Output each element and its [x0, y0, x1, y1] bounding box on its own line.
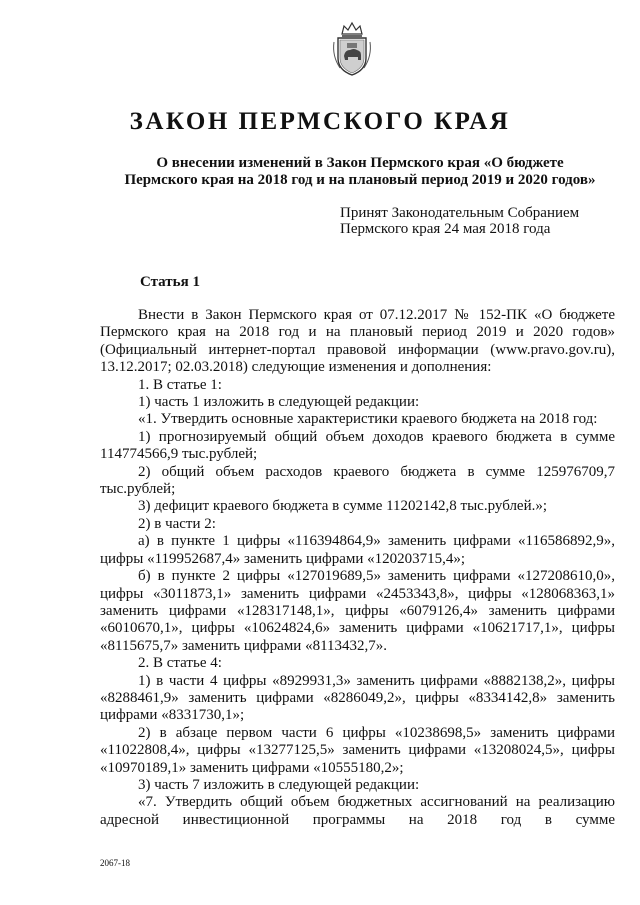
paragraph: «1. Утвердить основные характеристики краевого бюджета на 2018 год:	[138, 411, 598, 428]
adoption-line: Пермского края 24 мая 2018 года	[340, 221, 551, 237]
paragraph: 1) часть 1 изложить в следующей редакции:	[138, 394, 420, 411]
paragraph: 3) дефицит краевого бюджета в сумме 11202142,8 тыс.рублей.»;	[138, 498, 548, 515]
adoption-note	[340, 205, 579, 237]
paragraph: Внести в Закон Пермского края от 07.12.2017 № 152-ПК «О бюджете Пермского края на 2018 год и на плановый период 2019 и 2020 годов» (Официальный интернет-портал правовой информации (www.pravo.gov.ru), 13.12.2017; 02.03.2018) следующие изменения и дополнения:	[100, 307, 615, 376]
paragraph: 2) в части 2:	[138, 515, 216, 532]
paragraph: 2) в абзаце первом части 6 цифры «10238698,5» заменить цифрами «11022808,4», цифры «13277125,5» заменить цифрами «13208024,5», цифры «10970189,1» заменить цифрами «10555180,2»;	[100, 724, 615, 776]
adoption-line: Принят Законодательным Собранием	[340, 205, 580, 221]
paragraph: 1) прогнозируемый общий объем доходов краевого бюджета в сумме 114774566,9 тыс.рублей;	[100, 428, 615, 463]
paragraph: 3) часть 7 изложить в следующей редакции:	[138, 776, 420, 793]
law-subtitle	[80, 155, 640, 189]
subtitle-line: О внесении изменений в Закон Пермского края «О бюджете	[156, 155, 564, 171]
paragraph: б) в пункте 2 цифры «127019689,5» заменить цифрами «127208610,0», цифры «3011873,1» заменить цифрами «2453343,8», цифры «128068363,1» заменить цифрами «128317148,1», цифры «6079126,4» заменить цифрами «6010670,1», цифры «10624824,6» заменить цифрами «10621717,1», цифры «8115675,7» заменить цифрами «8113432,7».	[100, 568, 615, 654]
document-code: 2067-18	[100, 858, 130, 868]
paragraph: 2. В статье 4:	[138, 655, 222, 672]
paragraph: 1. В статье 1:	[138, 376, 222, 393]
paragraph: 1) в части 4 цифры «8929931,3» заменить цифрами «8882138,2», цифры «8288461,9» заменить цифрами «8286049,2», цифры «8334142,8» заменить цифрами «8331730,1»;	[100, 672, 615, 724]
law-title: ЗАКОН ПЕРМСКОГО КРАЯ	[129, 108, 511, 135]
coat-of-arms-emblem	[330, 20, 374, 78]
subtitle-line: Пермского края на 2018 год и на плановый период 2019 и 2020 годов»	[124, 172, 596, 188]
paragraph: «7. Утвердить общий объем бюджетных ассигнований на реализацию адресной инвестиционной программы на 2018 год в сумме	[100, 794, 615, 828]
law-body	[100, 307, 615, 829]
paragraph: 2) общий объем расходов краевого бюджета в сумме 125976709,7 тыс.рублей;	[100, 463, 615, 498]
paragraph: а) в пункте 1 цифры «116394864,9» заменить цифрами «116586892,9», цифры «119952687,4» заменить цифрами «120203715,4»;	[100, 533, 615, 567]
article-heading: Статья 1	[140, 274, 200, 290]
